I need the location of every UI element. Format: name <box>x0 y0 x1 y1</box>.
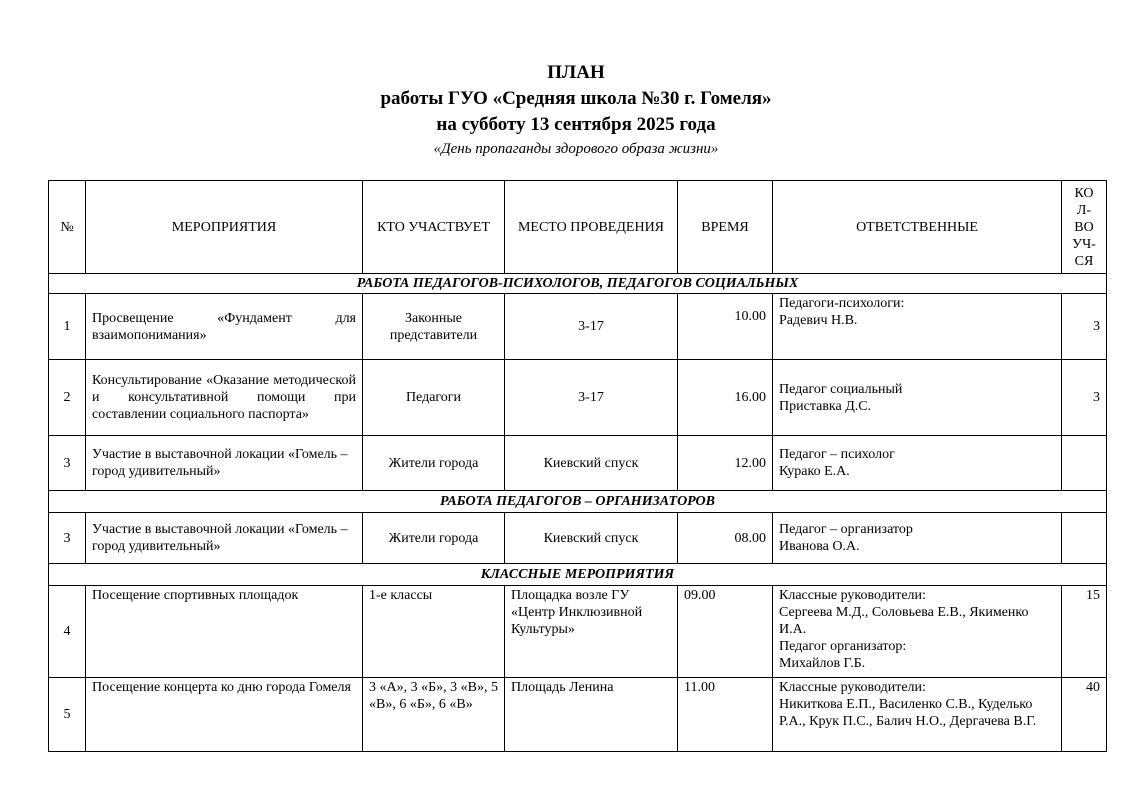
column-header-responsible: ОТВЕТСТВЕННЫЕ <box>773 181 1062 274</box>
row-responsible: Классные руководители: Никиткова Е.П., Василенко С.В., Куделько Р.А., Крук П.С., Балич Н.О., Дергачева В.Г. <box>773 678 1062 752</box>
column-header-participants: КТО УЧАСТВУЕТ <box>363 181 505 274</box>
row-event: Просвещение «Фундамент для взаимопонимания» <box>86 294 363 360</box>
schedule-table <box>48 180 1107 752</box>
section-row-psychologists <box>49 274 1107 294</box>
table-row <box>49 678 1107 752</box>
table-row <box>49 294 1107 360</box>
row-event: Посещение концерта ко дню города Гомеля <box>86 678 363 752</box>
row-time: 08.00 <box>678 513 773 564</box>
table-row <box>49 513 1107 564</box>
row-num: 3 <box>49 436 86 491</box>
row-count: 15 <box>1062 586 1107 678</box>
row-event: Участие в выставочной локации «Гомель – город удивительный» <box>86 513 363 564</box>
row-count <box>1062 436 1107 491</box>
column-header-count: КО Л- ВО УЧ- СЯ <box>1062 181 1107 274</box>
row-place: Площадь Ленина <box>505 678 678 752</box>
row-participants: 3 «А», 3 «Б», 3 «В», 5 «В», 6 «Б», 6 «В» <box>363 678 505 752</box>
row-responsible: Педагог – психолог Курако Е.А. <box>773 436 1062 491</box>
plan-title: ПЛАН <box>547 62 605 83</box>
date-title: на субботу 13 сентября 2025 года <box>436 114 716 135</box>
school-title: работы ГУО «Средняя школа №30 г. Гомеля» <box>380 88 772 109</box>
section-row-class-events <box>49 564 1107 586</box>
column-header-time: ВРЕМЯ <box>678 181 773 274</box>
row-place: Площадка возле ГУ «Центр Инклюзивной Культуры» <box>505 586 678 678</box>
row-participants: Жители города <box>363 436 505 491</box>
day-theme-subtitle: «День пропаганды здорового образа жизни» <box>433 141 719 157</box>
row-count: 40 <box>1062 678 1107 752</box>
row-event: Участие в выставочной локации «Гомель – город удивительный» <box>86 436 363 491</box>
row-participants: 1-е классы <box>363 586 505 678</box>
row-responsible: Педагог – организатор Иванова О.А. <box>773 513 1062 564</box>
row-responsible: Классные руководители: Сергеева М.Д., Соловьева Е.В., Якименко И.А. Педагог организатор: Михайлов Г.Б. <box>773 586 1062 678</box>
row-count <box>1062 513 1107 564</box>
row-place: Киевский спуск <box>505 513 678 564</box>
row-num: 4 <box>49 586 86 678</box>
section-title: КЛАССНЫЕ МЕРОПРИЯТИЯ <box>49 564 1107 586</box>
column-header-num: № <box>49 181 86 274</box>
document-header <box>0 60 1132 160</box>
row-place: 3-17 <box>505 294 678 360</box>
row-participants: Жители города <box>363 513 505 564</box>
row-num: 1 <box>49 294 86 360</box>
row-time: 09.00 <box>678 586 773 678</box>
section-title: РАБОТА ПЕДАГОГОВ – ОРГАНИЗАТОРОВ <box>49 491 1107 513</box>
table-header-row <box>49 181 1107 274</box>
row-responsible: Педагоги-психологи: Радевич Н.В. <box>773 294 1062 360</box>
row-time: 11.00 <box>678 678 773 752</box>
row-time: 10.00 <box>678 294 773 360</box>
row-count: 3 <box>1062 360 1107 436</box>
row-time: 16.00 <box>678 360 773 436</box>
section-row-organizers <box>49 491 1107 513</box>
row-event: Посещение спортивных площадок <box>86 586 363 678</box>
table-row <box>49 360 1107 436</box>
column-header-place: МЕСТО ПРОВЕДЕНИЯ <box>505 181 678 274</box>
row-place: 3-17 <box>505 360 678 436</box>
row-place: Киевский спуск <box>505 436 678 491</box>
row-num: 5 <box>49 678 86 752</box>
row-event: Консультирование «Оказание методической и консультативной помощи при составлении социального паспорта» <box>86 360 363 436</box>
row-participants: Педагоги <box>363 360 505 436</box>
row-num: 3 <box>49 513 86 564</box>
column-header-event: МЕРОПРИЯТИЯ <box>86 181 363 274</box>
row-num: 2 <box>49 360 86 436</box>
row-count: 3 <box>1062 294 1107 360</box>
row-participants: Законные представители <box>363 294 505 360</box>
row-responsible: Педагог социальный Приставка Д.С. <box>773 360 1062 436</box>
row-time: 12.00 <box>678 436 773 491</box>
table-row <box>49 586 1107 678</box>
table-row <box>49 436 1107 491</box>
section-title: РАБОТА ПЕДАГОГОВ-ПСИХОЛОГОВ, ПЕДАГОГОВ СОЦИАЛЬНЫХ <box>49 274 1107 294</box>
